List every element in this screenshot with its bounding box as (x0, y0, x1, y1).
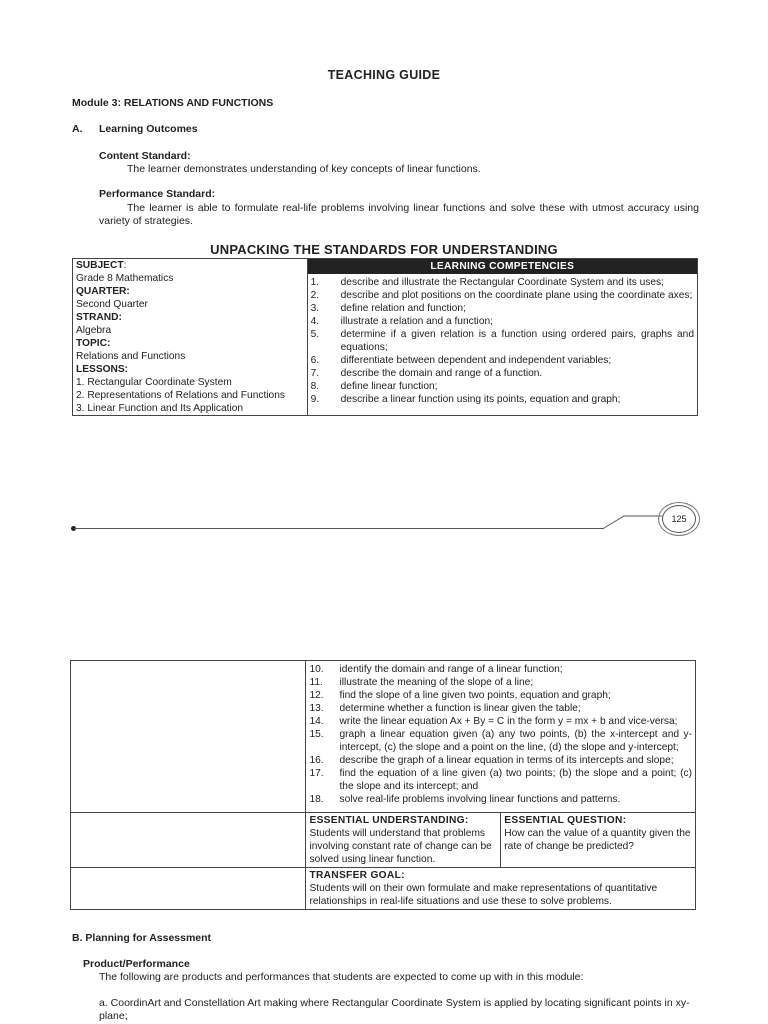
competency-item (306, 689, 695, 702)
product-performance-text: The following are products and performances that students are expected to come up with in this module: (99, 971, 584, 983)
competency-number: 7. (310, 368, 320, 379)
competency-text: find the slope of a line given two points, equation and graph; (339, 690, 611, 701)
page-title: TEACHING GUIDE (327, 68, 441, 82)
page-number: 125 (662, 505, 696, 533)
empty-left-cell (71, 661, 306, 813)
competency-item (308, 315, 697, 328)
competency-number: 18. (309, 794, 324, 805)
competency-text: differentiate between dependent and independent variables; (340, 355, 612, 366)
empty-left-cell (71, 813, 306, 868)
essential-question-label: ESSENTIAL QUESTION: (504, 815, 627, 826)
unpacking-title: UNPACKING THE STANDARDS FOR UNDERSTANDING (210, 242, 558, 257)
competency-number: 6. (310, 355, 320, 366)
competencies-cell-continued (306, 661, 696, 813)
module-heading: Module 3: RELATIONS AND FUNCTIONS (72, 97, 274, 109)
product-item-a: a. CoordinArt and Constellation Art making where Rectangular Coordinate System is applied by locating significant points in xy-plane; (99, 997, 690, 1022)
section-a-title: Learning Outcomes (99, 123, 198, 135)
standards-table-continued (70, 660, 696, 910)
competency-item (308, 302, 697, 315)
essential-question-cell (501, 813, 696, 868)
transfer-goal-cell (306, 868, 696, 910)
lesson-item: 3. Linear Function and Its Application (76, 403, 244, 414)
topic-value: Relations and Functions (76, 351, 186, 362)
performance-standard-label: Performance Standard: (99, 188, 216, 200)
lesson-item: 1. Rectangular Coordinate System (76, 377, 232, 388)
competency-number: 14. (309, 716, 324, 727)
section-a-letter: A. (72, 123, 83, 135)
empty-left-cell (71, 868, 306, 910)
footer-rule (74, 528, 604, 529)
competency-text: determine if a given relation is a function using ordered pairs, graphs and equations; (340, 329, 694, 353)
competency-number: 10. (309, 664, 324, 675)
competency-text: describe a linear function using its points, equation and graph; (340, 394, 621, 405)
competency-item (306, 767, 695, 793)
competency-number: 15. (309, 729, 324, 740)
competency-number: 16. (309, 755, 324, 766)
competency-text: solve real-life problems involving linear functions and patterns. (339, 794, 621, 805)
strand-value: Algebra (76, 325, 112, 336)
competency-text: describe the domain and range of a function. (340, 368, 543, 379)
competencies-cell (307, 259, 697, 416)
competency-item (306, 728, 695, 754)
competency-number: 4. (310, 316, 320, 327)
competency-number: 5. (310, 329, 320, 340)
competency-item (308, 380, 697, 393)
competency-item (306, 702, 695, 715)
competency-item (308, 393, 697, 406)
competency-item (306, 754, 695, 767)
competency-number: 12. (309, 690, 324, 701)
competency-text: find the equation of a line given (a) two points; (b) the slope and a point; (c) the slope and its intercept; and (339, 768, 692, 792)
quarter-value: Second Quarter (76, 299, 148, 310)
competency-text: identify the domain and range of a linear function; (339, 664, 563, 675)
competency-text: write the linear equation Ax + By = C in the form y = mx + b and vice-versa; (339, 716, 678, 727)
competency-number: 1. (310, 277, 320, 288)
competency-item (308, 328, 697, 354)
competency-number: 9. (310, 394, 320, 405)
competency-text: determine whether a function is linear given the table; (339, 703, 581, 714)
competency-number: 13. (309, 703, 324, 714)
competency-number: 11. (309, 677, 323, 688)
competency-item (308, 367, 697, 380)
subject-label: SUBJECT (76, 260, 124, 271)
quarter-label: QUARTER: (76, 286, 130, 297)
competency-item (306, 663, 695, 676)
lessons-label: LESSONS: (76, 364, 129, 375)
essential-understanding-label: ESSENTIAL UNDERSTANDING: (309, 815, 469, 826)
essential-question-text: How can the value of a quantity given the rate of change be predicted? (504, 828, 691, 852)
competency-text: describe the graph of a linear equation in terms of its intercepts and slope; (339, 755, 674, 766)
competency-text: graph a linear equation given (a) any two points, (b) the x-intercept and y-intercept, (c) the slope and a point on the line, (d) the slope and y-intercept; (339, 729, 692, 753)
subject-cell (73, 259, 308, 416)
content-standard-text: The learner demonstrates understanding of key concepts of linear functions. (127, 163, 481, 175)
transfer-goal-text: Students will on their own formulate and make representations of quantitative relationships in real-life situations and use these to solve problems. (309, 883, 658, 907)
competency-text: describe and illustrate the Rectangular Coordinate System and its uses; (340, 277, 664, 288)
competency-number: 17. (309, 768, 324, 779)
competency-text: illustrate a relation and a function; (340, 316, 493, 327)
competency-text: illustrate the meaning of the slope of a line; (339, 677, 534, 688)
transfer-goal-label: TRANSFER GOAL: (309, 870, 405, 881)
competency-item (308, 276, 697, 289)
competency-text: define relation and function; (340, 303, 466, 314)
subject-colon: : (123, 260, 127, 271)
competency-text: describe and plot positions on the coordinate plane using the coordinate axes; (340, 290, 693, 301)
competency-number: 8. (310, 381, 320, 392)
product-performance-label: Product/Performance (83, 958, 190, 970)
competency-item (308, 354, 697, 367)
competency-item (308, 289, 697, 302)
competency-item (306, 793, 695, 806)
competency-text: define linear function; (340, 381, 438, 392)
strand-label: STRAND: (76, 312, 122, 323)
essential-understanding-cell (306, 813, 501, 868)
performance-standard-text: The learner is able to formulate real-life problems involving linear functions and solve these with utmost accuracy using variety of strategies. (99, 202, 699, 227)
competencies-header: LEARNING COMPETENCIES (308, 259, 697, 274)
content-standard-label: Content Standard: (99, 150, 191, 162)
section-b-heading: B. Planning for Assessment (72, 932, 212, 944)
competency-number: 3. (310, 303, 320, 314)
competency-item (306, 715, 695, 728)
standards-table (72, 258, 698, 416)
lesson-item: 2. Representations of Relations and Functions (76, 390, 285, 401)
essential-understanding-text: Students will understand that problems involving constant rate of change can be solved using linear function. (309, 828, 492, 865)
topic-label: TOPIC: (76, 338, 111, 349)
subject-value: Grade 8 Mathematics (76, 273, 174, 284)
competency-number: 2. (310, 290, 320, 301)
competency-item (306, 676, 695, 689)
